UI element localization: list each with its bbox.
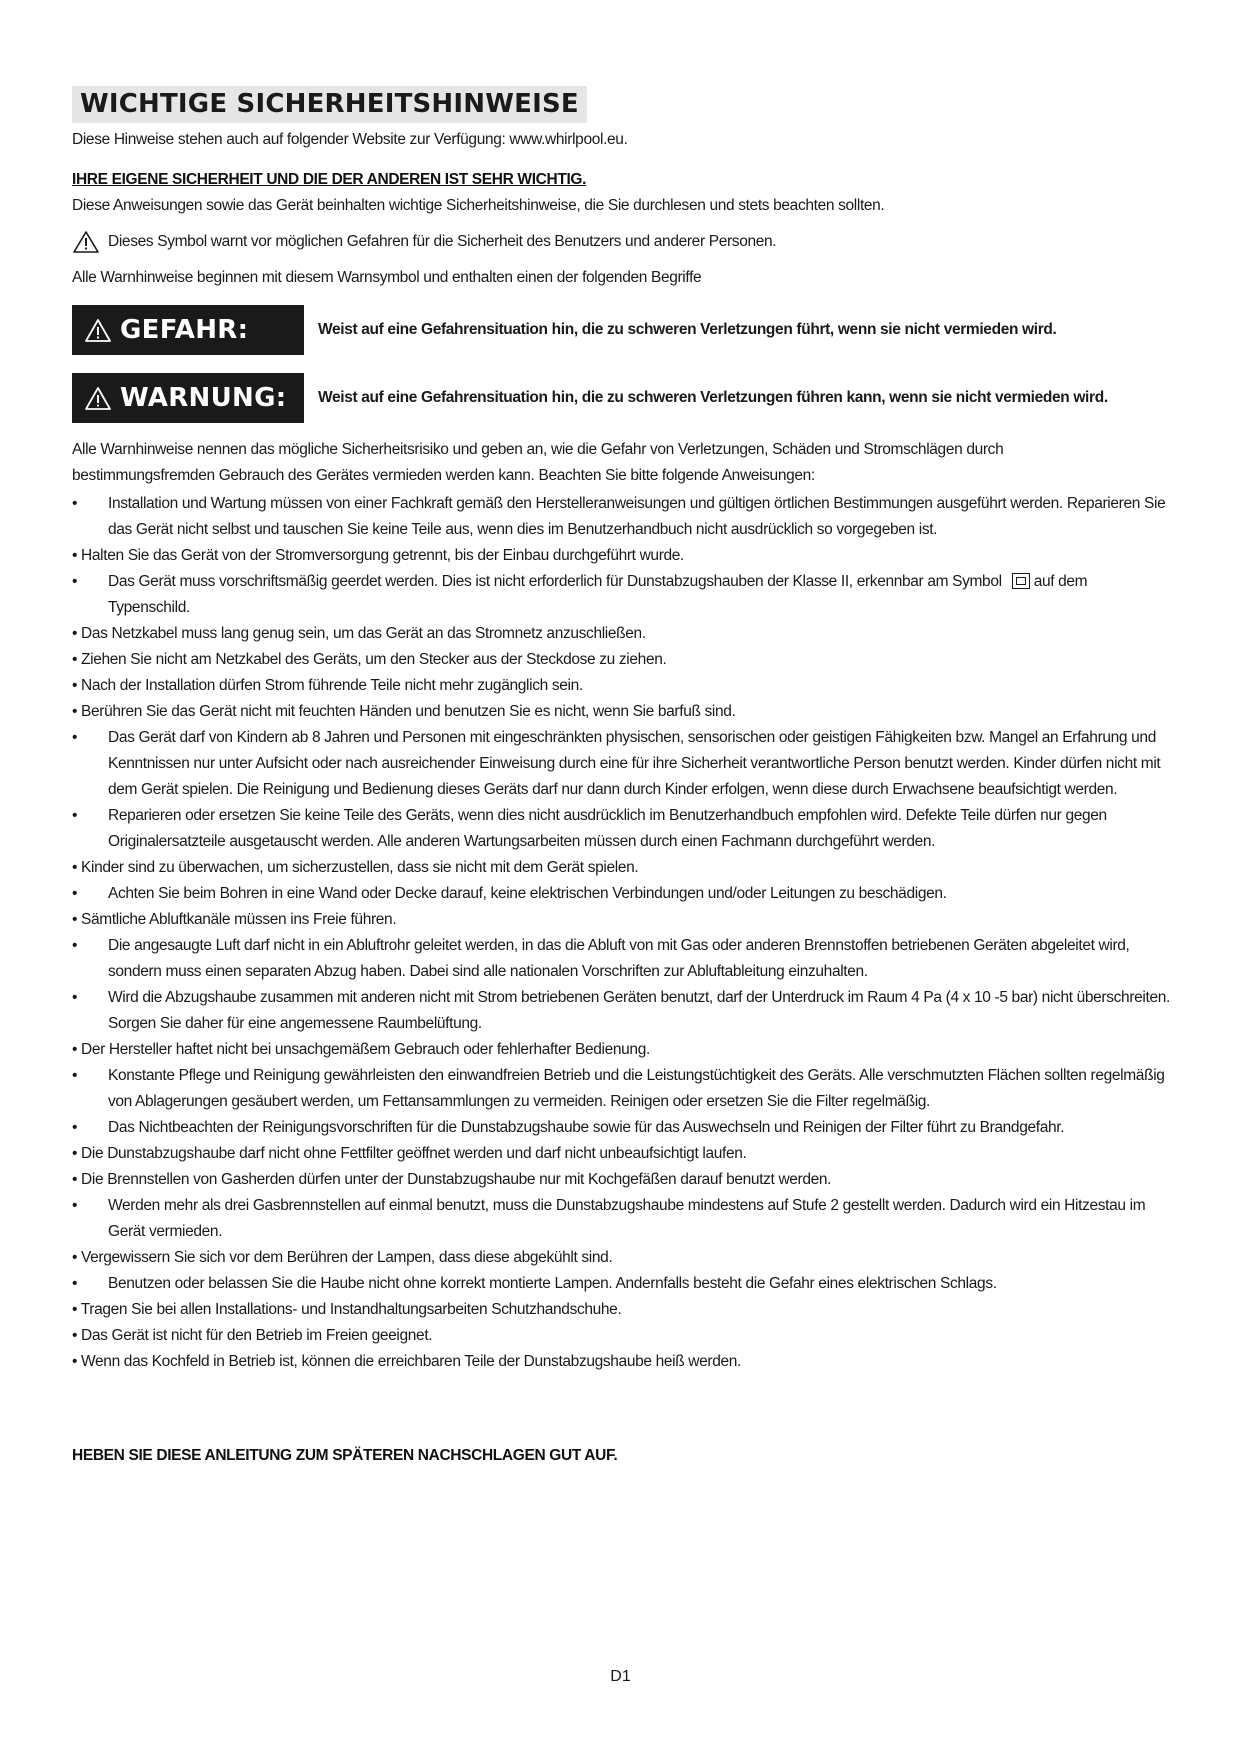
- warnings-intro-line: Alle Warnhinweise nennen das mögliche Sicherheitsrisiko und geben an, wie die Gefahr von Verletzungen, Schäden und Stromschlägen durch: [72, 441, 1004, 458]
- bullet: •: [72, 989, 78, 1006]
- bullet: •: [72, 1119, 78, 1136]
- list-item: • Das Nichtbeachten der Reinigungsvorschriften für die Dunstabzugshaube sowie für das Auswechseln und Reinigen der Filter führt zu Brandgefahr.: [72, 1115, 1172, 1141]
- bullet: •: [72, 1067, 78, 1084]
- hazard-description: Weist auf eine Gefahrensituation hin, die zu schweren Verletzungen führen kann, wenn sie nicht vermieden wird.: [318, 389, 1108, 406]
- list-item: • Wenn das Kochfeld in Betrieb ist, können die erreichbaren Teile der Dunstabzugshaube heiß werden.: [72, 1353, 741, 1370]
- bullet: •: [72, 885, 78, 902]
- list-item: • Werden mehr als drei Gasbrennstellen auf einmal benutzt, muss die Dunstabzugshaube mindestens auf Stufe 2 gestellt werden. Dadurch wird ein Hitzestau im Gerät vermieden.: [72, 1193, 1172, 1245]
- bullet: •: [72, 573, 78, 590]
- list-item: • Das Netzkabel muss lang genug sein, um das Gerät an das Stromnetz anzuschließen.: [72, 625, 646, 642]
- warning-triangle-icon: [84, 386, 112, 411]
- list-item: • Halten Sie das Gerät von der Stromversorgung getrennt, bis der Einbau durchgeführt wurde.: [72, 547, 685, 564]
- hazard-word: WARNUNG:: [120, 383, 287, 413]
- list-item: • Achten Sie beim Bohren in eine Wand oder Decke darauf, keine elektrischen Verbindungen und/oder Leitungen zu beschädigen.: [72, 881, 1172, 907]
- website-note: Diese Hinweise stehen auch auf folgender Website zur Verfügung: www.whirlpool.eu.: [72, 131, 628, 148]
- warnings-intro: [72, 437, 1172, 489]
- page-number: D1: [610, 1668, 631, 1685]
- hazard-label-box: [72, 305, 304, 355]
- list-item: • Sämtliche Abluftkanäle müssen ins Freie führen.: [72, 911, 397, 928]
- list-item: • Die angesaugte Luft darf nicht in ein Abluftrohr geleitet werden, in das die Abluft von mit Gas oder anderen Brennstoffen betriebenen Geräten abgeleitet wird, sondern muss einen separaten Abzug haben. Dabei sind alle nationalen Vorschriften zur Abluftableitung einzuhalten.: [72, 933, 1172, 985]
- list-item: • Konstante Pflege und Reinigung gewährleisten den einwandfreien Betrieb und die Leistungstüchtigkeit des Geräts. Alle verschmutzten Flächen sollten regelmäßig von Ablagerungen gesäubert werden, um Fettansammlungen zu vermeiden. Reinigen oder ersetzen Sie die Filter regelmäßig.: [72, 1063, 1172, 1115]
- hazard-description: Weist auf eine Gefahrensituation hin, die zu schweren Verletzungen führt, wenn sie nicht vermieden wird.: [318, 321, 1057, 338]
- bullet: •: [72, 807, 78, 824]
- list-item: • Das Gerät muss vorschriftsmäßig geerdet werden. Dies ist nicht erforderlich für Dunstabzugshauben der Klasse II, erkennbar am Symbol auf dem Typenschild.: [72, 569, 1172, 621]
- hazard-word: GEFAHR:: [120, 315, 249, 345]
- list-item: • Der Hersteller haftet nicht bei unsachgemäßem Gebrauch oder fehlerhafter Bedienung.: [72, 1041, 650, 1058]
- list-item: • Tragen Sie bei allen Installations- und Instandhaltungsarbeiten Schutzhandschuhe.: [72, 1301, 622, 1318]
- list-item: • Installation und Wartung müssen von einer Fachkraft gemäß den Herstelleranweisungen und gültigen örtlichen Bestimmungen ausgeführt werden. Reparieren Sie das Gerät nicht selbst und tauschen Sie keine Teile aus, wenn dies im Benutzerhandbuch nicht ausdrücklich so vorgegeben ist.: [72, 491, 1172, 543]
- list-item: • Reparieren oder ersetzen Sie keine Teile des Geräts, wenn dies nicht ausdrücklich im Benutzerhandbuch empfohlen wird. Defekte Teile dürfen nur gegen Originalersatzteile ausgetauscht werden. Alle anderen Wartungsarbeiten müssen durch einen Fachmann durchgeführt werden.: [72, 803, 1172, 855]
- bullet: •: [72, 1197, 78, 1214]
- warning-intro: Alle Warnhinweise beginnen mit diesem Warnsymbol und enthalten einen der folgenden Begriffe: [72, 269, 702, 286]
- list-item: • Ziehen Sie nicht am Netzkabel des Geräts, um den Stecker aus der Steckdose zu ziehen.: [72, 651, 667, 668]
- list-item: • Nach der Installation dürfen Strom führende Teile nicht mehr zugänglich sein.: [72, 677, 583, 694]
- list-item: • Kinder sind zu überwachen, um sicherzustellen, dass sie nicht mit dem Gerät spielen.: [72, 859, 639, 876]
- list-item: • Wird die Abzugshaube zusammen mit anderen nicht mit Strom betriebenen Geräten benutzt, darf der Unterdruck im Raum 4 Pa (4 x 10 -5 bar) nicht überschreiten. Sorgen Sie daher für eine angemessene Raumbelüftung.: [72, 985, 1172, 1037]
- list-item: • Die Dunstabzugshaube darf nicht ohne Fettfilter geöffnet werden und darf nicht unbeaufsichtigt laufen.: [72, 1145, 747, 1162]
- warning-triangle-icon: [84, 318, 112, 343]
- instructions-note: Diese Anweisungen sowie das Gerät beinhalten wichtige Sicherheitshinweise, die Sie durchlesen und stets beachten sollten.: [72, 197, 885, 214]
- bullet: •: [72, 937, 78, 954]
- warnings-intro-line: bestimmungsfremden Gebrauch des Gerätes vermieden werden kann. Beachten Sie bitte folgende Anweisungen:: [72, 467, 815, 484]
- bullet: •: [72, 1275, 78, 1292]
- list-item: • Das Gerät darf von Kindern ab 8 Jahren und Personen mit eingeschränkten physischen, sensorischen oder geistigen Fähigkeiten bzw. Mangel an Erfahrung und Kenntnissen nur unter Aufsicht oder nach ausreichender Einweisung durch eine für ihre Sicherheit verantwortliche Person benutzt werden. Kinder dürfen nicht mit dem Gerät spielen. Die Reinigung und Bedienung dieses Geräts darf nur dann durch Kinder erfolgen, wenn diese durch Erwachsene beaufsichtigt werden.: [72, 725, 1172, 803]
- keep-instructions-note: HEBEN SIE DIESE ANLEITUNG ZUM SPÄTEREN NACHSCHLAGEN GUT AUF.: [72, 1447, 618, 1464]
- page-title: WICHTIGE SICHERHEITSHINWEISE: [72, 86, 587, 123]
- symbol-note-row: [72, 229, 1172, 255]
- list-item: • Berühren Sie das Gerät nicht mit feuchten Händen und benutzen Sie es nicht, wenn Sie barfuß sind.: [72, 703, 736, 720]
- hazard-warning: [72, 373, 1172, 423]
- safety-rules-list: [72, 491, 1172, 1375]
- list-item: • Vergewissern Sie sich vor dem Berühren der Lampen, dass diese abgekühlt sind.: [72, 1249, 613, 1266]
- list-item: • Die Brennstellen von Gasherden dürfen unter der Dunstabzugshaube nur mit Kochgefäßen darauf benutzt werden.: [72, 1171, 832, 1188]
- document-page: [72, 86, 1172, 1469]
- hazard-label-box: [72, 373, 304, 423]
- list-item: • Das Gerät ist nicht für den Betrieb im Freien geeignet.: [72, 1327, 433, 1344]
- class-ii-symbol-icon: [1012, 573, 1030, 589]
- list-item: • Benutzen oder belassen Sie die Haube nicht ohne korrekt montierte Lampen. Andernfalls besteht die Gefahr eines elektrischen Schlags.: [72, 1271, 1172, 1297]
- warning-triangle-icon: [72, 230, 100, 254]
- hazard-danger: [72, 305, 1172, 355]
- bullet: •: [72, 729, 78, 746]
- bullet: •: [72, 495, 78, 512]
- safety-heading: IHRE EIGENE SICHERHEIT UND DIE DER ANDEREN IST SEHR WICHTIG.: [72, 171, 587, 188]
- symbol-note: Dieses Symbol warnt vor möglichen Gefahren für die Sicherheit des Benutzers und anderer Personen.: [108, 233, 777, 250]
